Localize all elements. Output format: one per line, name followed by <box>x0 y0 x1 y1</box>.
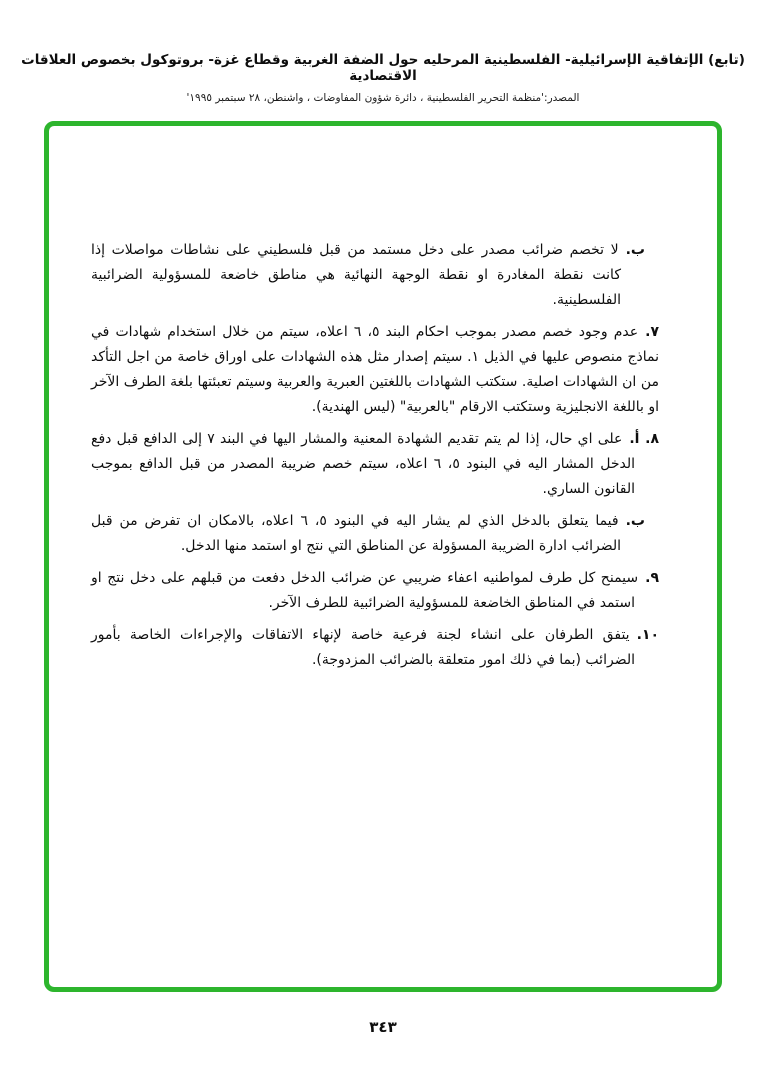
content-frame-border <box>44 121 722 992</box>
page-footer <box>0 1017 766 1036</box>
clause-text: فيما يتعلق بالدخل الذي لم يشار اليه في البنود ٥، ٦ اعلاه، بالامكان ان تفرض من قبل الضرائب ادارة الضريبة المسؤولة عن المناطق التي نتج او استمد منها الدخل. <box>91 513 621 554</box>
clause-7-certificates <box>91 320 659 420</box>
clause-marker: ب. <box>625 242 645 258</box>
clause-8a-deduction <box>91 427 659 502</box>
clause-marker: ١٠. <box>636 627 659 643</box>
clause-text: سيمنح كل طرف لمواطنيه اعفاء ضريبي عن ضرائب الدخل دفعت من قبلهم على دخل نتج او استمد في المناطق الخاضعة للمسؤولية الضرائبية للطرف الآخر. <box>91 570 639 611</box>
clause-marker: ٧. <box>645 324 659 340</box>
document-source-line: المصدر:'منظمة التحرير الفلسطينية ، دائرة شؤون المفاوضات ، واشنطن، ٢٨ سبتمبر ١٩٩٥' <box>186 92 580 104</box>
clause-text: على اي حال، إذا لم يتم تقديم الشهادة المعنية والمشار اليها في البند ٧ إلى الدافع قبل دفع الدخل المشار اليه في البنود ٥، ٦ اعلاه، سيتم خصم ضريبة المصدر من قبل الدافع بموجب القانون الساري. <box>91 431 635 497</box>
clause-text: يتفق الطرفان على انشاء لجنة فرعية خاصة لإنهاء الاتفاقات والإجراءات الخاصة بأمور الضرائب (بما في ذلك امور متعلقة بالضرائب المزدوجة). <box>91 627 635 668</box>
document-body <box>49 126 717 673</box>
clause-marker: ٩. <box>645 570 659 586</box>
clause-b-transport <box>91 238 645 313</box>
clause-marker: ٨. أ. <box>629 431 660 447</box>
document-title: (تابع) الإتفاقية الإسرائيلية- الفلسطينية المرحليه حول الضفة الغربية وقطاع غزة- بروتوكول بخصوص العلاقات الاقتصادية <box>21 52 745 84</box>
clause-text: عدم وجود خصم مصدر بموجب احكام البند ٥، ٦ اعلاه، سيتم من خلال استخدام شهادات في نماذج منصوص عليها في الذيل ١. سيتم إصدار مثل هذه الشهادات على اوراق خاصة من اجل التأكد من ان الشهادات اصلية. ستكتب الشهادات باللغتين العبرية والعربية وسيتم تعبئتها بلغة الطرف الآخر او باللغة الانجليزية وستكتب الارقام "بالعربية" (ليس الهندية). <box>91 324 659 415</box>
clause-9-tax-relief <box>91 566 659 616</box>
clause-marker: ب. <box>625 513 645 529</box>
page-number: ٣٤٣ <box>369 1018 397 1036</box>
document-header <box>0 52 766 104</box>
clause-text: لا تخصم ضرائب مصدر على دخل مستمد من قبل فلسطيني على نشاطات مواصلات إذا كانت نقطة المغادرة او نقطة الوجهة النهائية هي مناطق خاضعة للمسؤولية الضرائبية الفلسطينية. <box>91 242 621 308</box>
clause-8b-income <box>91 509 645 559</box>
clause-10-subcommittee <box>91 623 659 673</box>
